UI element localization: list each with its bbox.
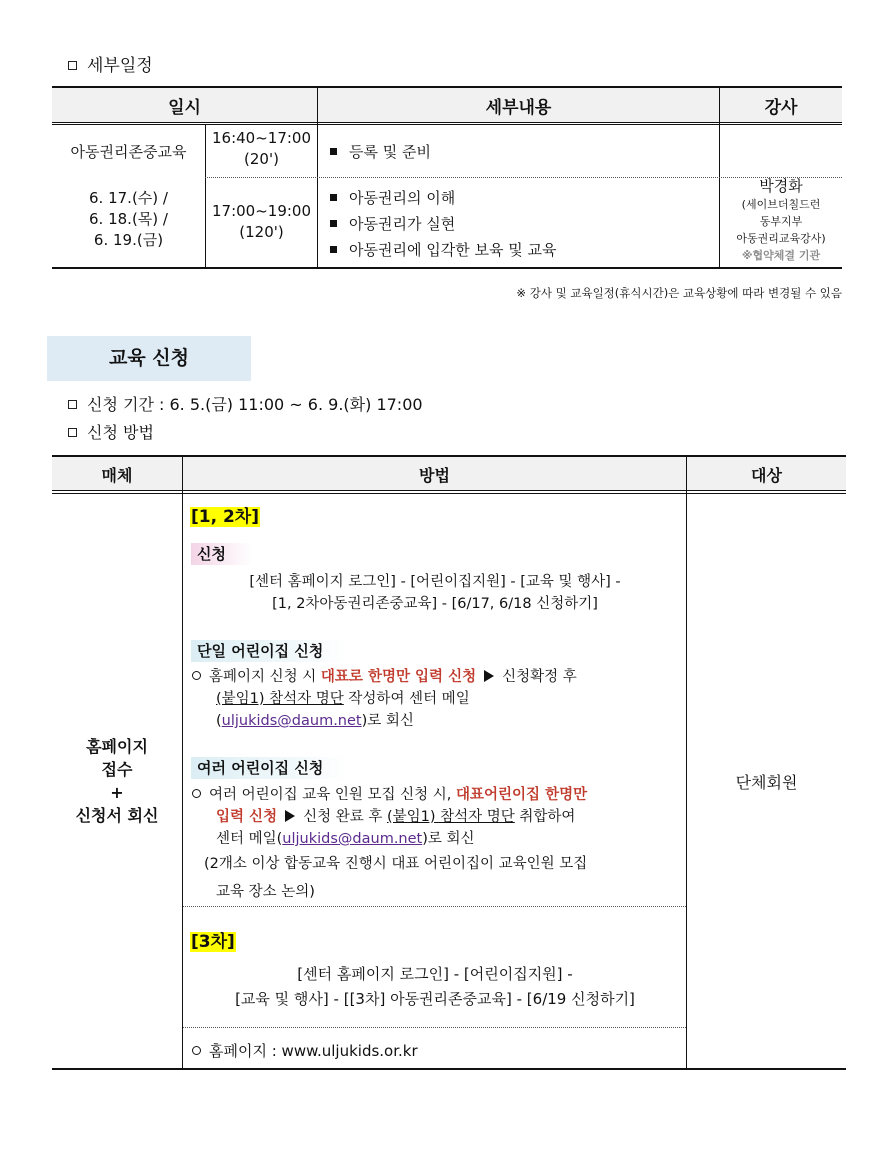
program-name: 아동권리존중교육 — [70, 143, 187, 161]
apply-method-title: 신청 방법 — [68, 420, 154, 443]
target-cell: 단체회원 — [735, 773, 798, 792]
detail-item: 등록 및 준비 — [330, 141, 431, 162]
instructor-info: 박경화 (세이브더칠드런 동부지부 아동권리교육강사) ※협약체결 기관 — [736, 177, 826, 262]
header-date: 일시 — [168, 98, 201, 118]
header-instructor: 강사 — [764, 98, 798, 118]
header-target: 대상 — [751, 466, 782, 485]
checkbox-square-icon — [68, 61, 77, 70]
apply-tag: 신청 — [191, 543, 252, 564]
program-dates: 6. 17.(수) / 6. 18.(목) / 6. 19.(금) — [89, 189, 168, 249]
multi-tag: 여러 어린이집 신청 — [191, 757, 349, 778]
schedule-title: 세부일정 — [68, 51, 153, 76]
circle-bullet-icon — [192, 789, 201, 798]
section-title-apply: 교육 신청 — [47, 336, 251, 381]
detail-list: 아동권리의 이해 아동권리가 실현 아동권리에 입각한 보육 및 교육 — [330, 185, 556, 263]
square-bullet-icon — [330, 148, 337, 155]
round3-path: [센터 홈페이지 로그인] - [어린이집지원] - [교육 및 행사] - [[3차] 아동권리존중교육] - [6/19 신청하기] — [235, 965, 635, 1008]
triangle-right-icon — [285, 810, 295, 822]
triangle-right-icon — [484, 670, 494, 682]
round3-label: [3차] — [191, 932, 235, 952]
single-tag: 단일 어린이집 신청 — [191, 640, 349, 661]
apply-period: 신청 기간 : 6. 5.(금) 11:00 ~ 6. 9.(화) 17:00 — [68, 392, 423, 415]
square-bullet-icon — [330, 194, 337, 201]
square-bullet-icon — [330, 246, 337, 253]
schedule-footnote: ※ 강사 및 교육일정(휴식시간)은 교육상황에 따라 변경될 수 있음 — [516, 286, 842, 300]
header-media: 매체 — [101, 466, 133, 485]
email-link[interactable]: uljukids@daum.net — [282, 831, 423, 847]
media-cell: 홈페이지 접수 + 신청서 회신 — [75, 737, 159, 825]
round12-path: [센터 홈페이지 로그인] - [어린이집지원] - [교육 및 행사] - [1, 2차아동권리존중교육] - [6/17, 6/18 신청하기] — [249, 574, 621, 612]
time-slot-1: 16:40~17:00 (20') — [211, 129, 312, 168]
circle-bullet-icon — [192, 1046, 201, 1055]
checkbox-square-icon — [68, 428, 77, 437]
header-detail: 세부내용 — [485, 98, 552, 118]
single-instructions: 홈페이지 신청 시 대표로 한명만 입력 신청 신청확정 후 (붙임1) 참석자 명단 작성하여 센터 메일 (uljukids@daum.net)로 회신 — [192, 666, 678, 732]
circle-bullet-icon — [192, 671, 201, 680]
round12-label: [1, 2차] — [191, 507, 259, 527]
homepage-line: 홈페이지 : www.uljukids.or.kr — [192, 1040, 418, 1061]
header-method: 방법 — [419, 466, 450, 485]
multi-instructions: 여러 어린이집 교육 인원 모집 신청 시, 대표어린이집 한명만 입력 신청 신청 완료 후 (붙임1) 참석자 명단 취합하여 센터 메일(uljukids@daum.net)로 회신 (2개소 이상 합동교육 진행시 대표 어린이집이 교육인원 모집 교육 장소 논의) — [192, 784, 678, 906]
email-link[interactable]: uljukids@daum.net — [221, 713, 362, 729]
checkbox-square-icon — [68, 400, 77, 409]
time-slot-2: 17:00~19:00 (120') — [211, 202, 312, 241]
table-bottom-border — [52, 267, 842, 269]
square-bullet-icon — [330, 220, 337, 227]
